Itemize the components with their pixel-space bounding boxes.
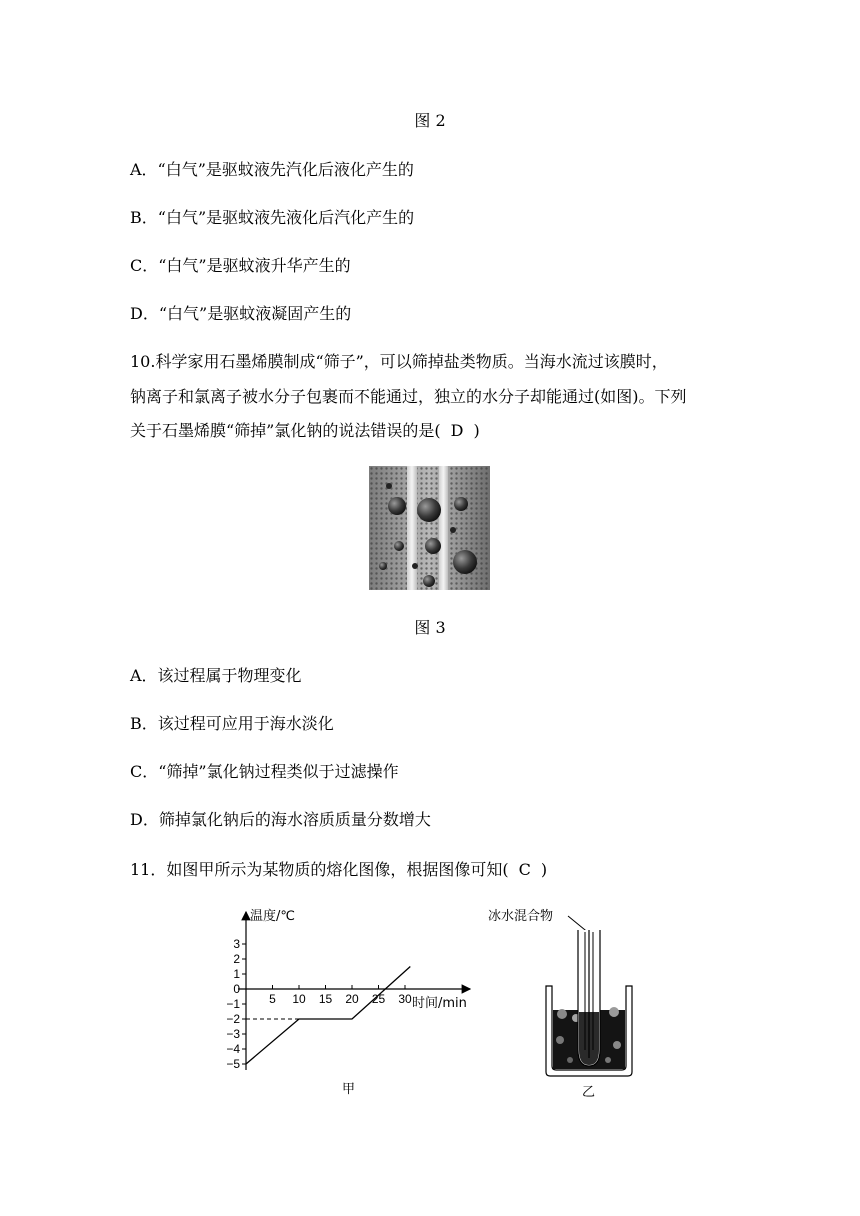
q9-option-a: A．“白气”是驱蚊液先汽化后液化产生的	[130, 160, 414, 179]
x-tick-label: 15	[318, 992, 333, 1006]
x-tick-label: 5	[269, 992, 276, 1006]
q10-option-d: D．筛掉氯化钠后的海水溶质质量分数增大	[130, 810, 431, 829]
q9-option-d: D．“白气”是驱蚊液凝固产生的	[130, 304, 352, 323]
y-tick-label: −2	[226, 1012, 240, 1026]
q11-stem	[130, 860, 547, 880]
graph-caption: 甲	[342, 1082, 356, 1097]
figure-3-caption: 图 3	[414, 618, 446, 637]
q11-answer: C	[518, 860, 531, 879]
temperature-curve	[246, 967, 410, 1065]
q10-answer: D	[450, 421, 464, 440]
y-tick-label: −4	[226, 1042, 240, 1056]
q10-stem-line-2: 钠离子和氯离子被水分子包裹而不能通过，独立的水分子却能通过(如图)。下列	[130, 387, 687, 406]
q10-stem-close: )	[473, 421, 480, 440]
apparatus-caption: 乙	[582, 1085, 596, 1100]
y-tick-label: −5	[226, 1057, 240, 1071]
y-tick-label: −1	[226, 997, 240, 1011]
q11-stem-text: 11．如图甲所示为某物质的熔化图像，根据图像可知(	[130, 860, 509, 879]
q9-option-b: B．“白气”是驱蚊液先液化后汽化产生的	[130, 208, 415, 227]
x-tick-label: 20	[345, 992, 359, 1006]
q10-stem-line-1: 10.科学家用石墨烯膜制成“筛子”，可以筛掉盐类物质。当海水流过该膜时，	[130, 352, 668, 371]
q9-option-c: C．“白气”是驱蚊液升华产生的	[130, 256, 351, 275]
ice-water-apparatus	[480, 900, 660, 1105]
y-tick-label: −3	[226, 1027, 240, 1041]
q10-stem-line-3	[130, 421, 480, 441]
q10-option-c: C．“筛掉”氯化钠过程类似于过滤操作	[130, 762, 399, 781]
y-tick-label: 2	[233, 952, 240, 966]
y-tick-label: 0	[233, 982, 240, 996]
x-tick-label: 25	[371, 992, 386, 1006]
q10-stem-text: 关于石墨烯膜“筛掉”氯化钠的说法错误的是(	[130, 421, 441, 440]
q10-option-a: A．该过程属于物理变化	[130, 666, 302, 685]
melting-graph	[200, 900, 490, 1100]
q11-stem-close: )	[540, 860, 548, 879]
y-axis-label: 温度/℃	[250, 909, 295, 924]
y-tick-label: 1	[233, 967, 240, 981]
x-axis-label: 时间/min	[412, 996, 467, 1011]
apparatus-label: 冰水混合物	[488, 909, 554, 924]
q10-option-b: B．该过程可应用于海水淡化	[130, 714, 334, 733]
x-tick-label: 30	[398, 992, 412, 1006]
y-tick-label: 3	[233, 937, 240, 951]
graphene-membrane-image	[369, 466, 490, 590]
x-tick-label: 10	[292, 992, 306, 1006]
figure-2-caption: 图 2	[414, 111, 446, 130]
